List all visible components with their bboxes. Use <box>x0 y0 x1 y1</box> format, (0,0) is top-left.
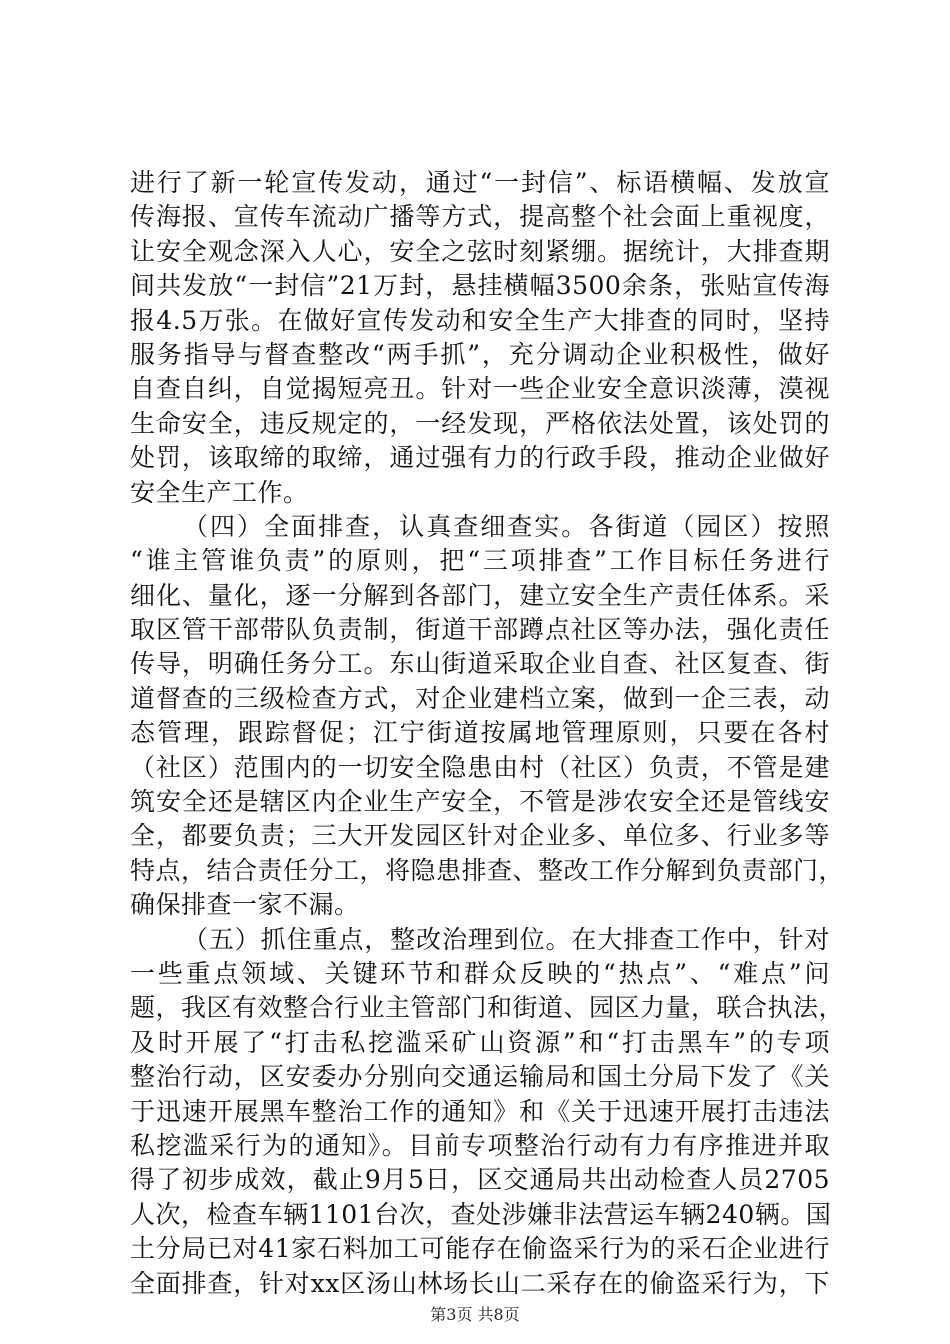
text-line: 态管理，跟踪督促；江宁街道按属地管理原则，只要在各村 <box>130 718 830 748</box>
text-line: 取区管干部带队负责制，街道干部蹲点社区等办法，强化责任 <box>130 615 830 645</box>
text-line: 传海报、宣传车流动广播等方式，提高整个社会面上重视度， <box>130 202 830 232</box>
paragraph-3 <box>130 923 845 1301</box>
text-line: 传导，明确任务分工。东山街道采取企业自查、社区复查、街 <box>130 649 830 679</box>
text-line: （四）全面排查，认真查细查实。各街道（园区）按照 <box>183 511 830 541</box>
text-line: “谁主管谁负责”的原则，把“三项排查”工作目标任务进行 <box>130 546 830 576</box>
text-line: 全面排查，针对xx区汤山林场长山二采存在的偷盗采行为，下 <box>130 1268 830 1298</box>
text-line: 道督查的三级检查方式，对企业建档立案，做到一企三表，动 <box>130 683 830 713</box>
text-line: 自查自纠，自觉揭短亮丑。针对一些企业安全意识淡薄，漠视 <box>130 374 830 404</box>
paragraph-2 <box>130 510 845 923</box>
text-line: 让安全观念深入人心，安全之弦时刻紧绷。据统计，大排查期 <box>130 236 830 266</box>
page-footer <box>0 1302 950 1325</box>
text-line: 一些重点领域、关键环节和群众反映的“热点”、“难点”问 <box>130 958 830 988</box>
text-line: 人次，检查车辆1101台次，查处涉嫌非法营运车辆240辆。国 <box>130 1199 832 1229</box>
text-line: 于迅速开展黑车整治工作的通知》和《关于迅速开展打击违法 <box>130 1096 830 1126</box>
text-line: 报4.5万张。在做好宣传发动和安全生产大排查的同时，坚持 <box>130 305 830 335</box>
text-line: 处罚，该取缔的取缔，通过强有力的行政手段，推动企业做好 <box>130 443 830 473</box>
text-line: 题，我区有效整合行业主管部门和街道、园区力量，联合执法， <box>130 993 845 1023</box>
document-body <box>130 166 845 1301</box>
text-line: 服务指导与督查整改“两手抓”，充分调动企业积极性，做好 <box>130 339 830 369</box>
text-line: 确保排查一家不漏。 <box>130 890 360 920</box>
text-line: 私挖滥采行为的通知》。目前专项整治行动有力有序推进并取 <box>130 1130 830 1160</box>
text-line: （社区）范围内的一切安全隐患由村（社区）负责，不管是建 <box>130 752 830 782</box>
text-line: 进行了新一轮宣传发动，通过“一封信”、标语横幅、发放宣 <box>130 168 830 197</box>
text-line: 筑安全还是辖区内企业生产安全，不管是涉农安全还是管线安 <box>130 787 830 817</box>
text-line: 全，都要负责；三大开发园区针对企业多、单位多、行业多等 <box>130 821 830 851</box>
text-line: 特点，结合责任分工，将隐患排查、整改工作分解到负责部门， <box>130 855 845 885</box>
text-line: 细化、量化，逐一分解到各部门，建立安全生产责任体系。采 <box>130 580 830 610</box>
text-line: 土分局已对41家石料加工可能存在偷盗采行为的采石企业进行 <box>130 1234 830 1264</box>
text-line: 生命安全，违反规定的，一经发现，严格依法处置，该处罚的 <box>130 408 830 438</box>
text-line: （五）抓住重点，整改治理到位。在大排查工作中，针对 <box>183 924 830 954</box>
paragraph-1 <box>130 166 830 510</box>
text-line: 整治行动，区安委办分别向交通运输局和国土分局下发了《关 <box>130 1062 830 1092</box>
text-line: 及时开展了“打击私挖滥采矿山资源”和“打击黑车”的专项 <box>130 1027 830 1057</box>
text-line: 安全生产工作。 <box>130 477 309 507</box>
text-line: 得了初步成效，截止9月5日，区交通局共出动检查人员2705 <box>130 1165 830 1195</box>
page-number: 第3页 共8页 <box>430 1305 520 1324</box>
text-line: 间共发放“一封信”21万封，悬挂横幅3500余条，张贴宣传海 <box>130 271 830 301</box>
